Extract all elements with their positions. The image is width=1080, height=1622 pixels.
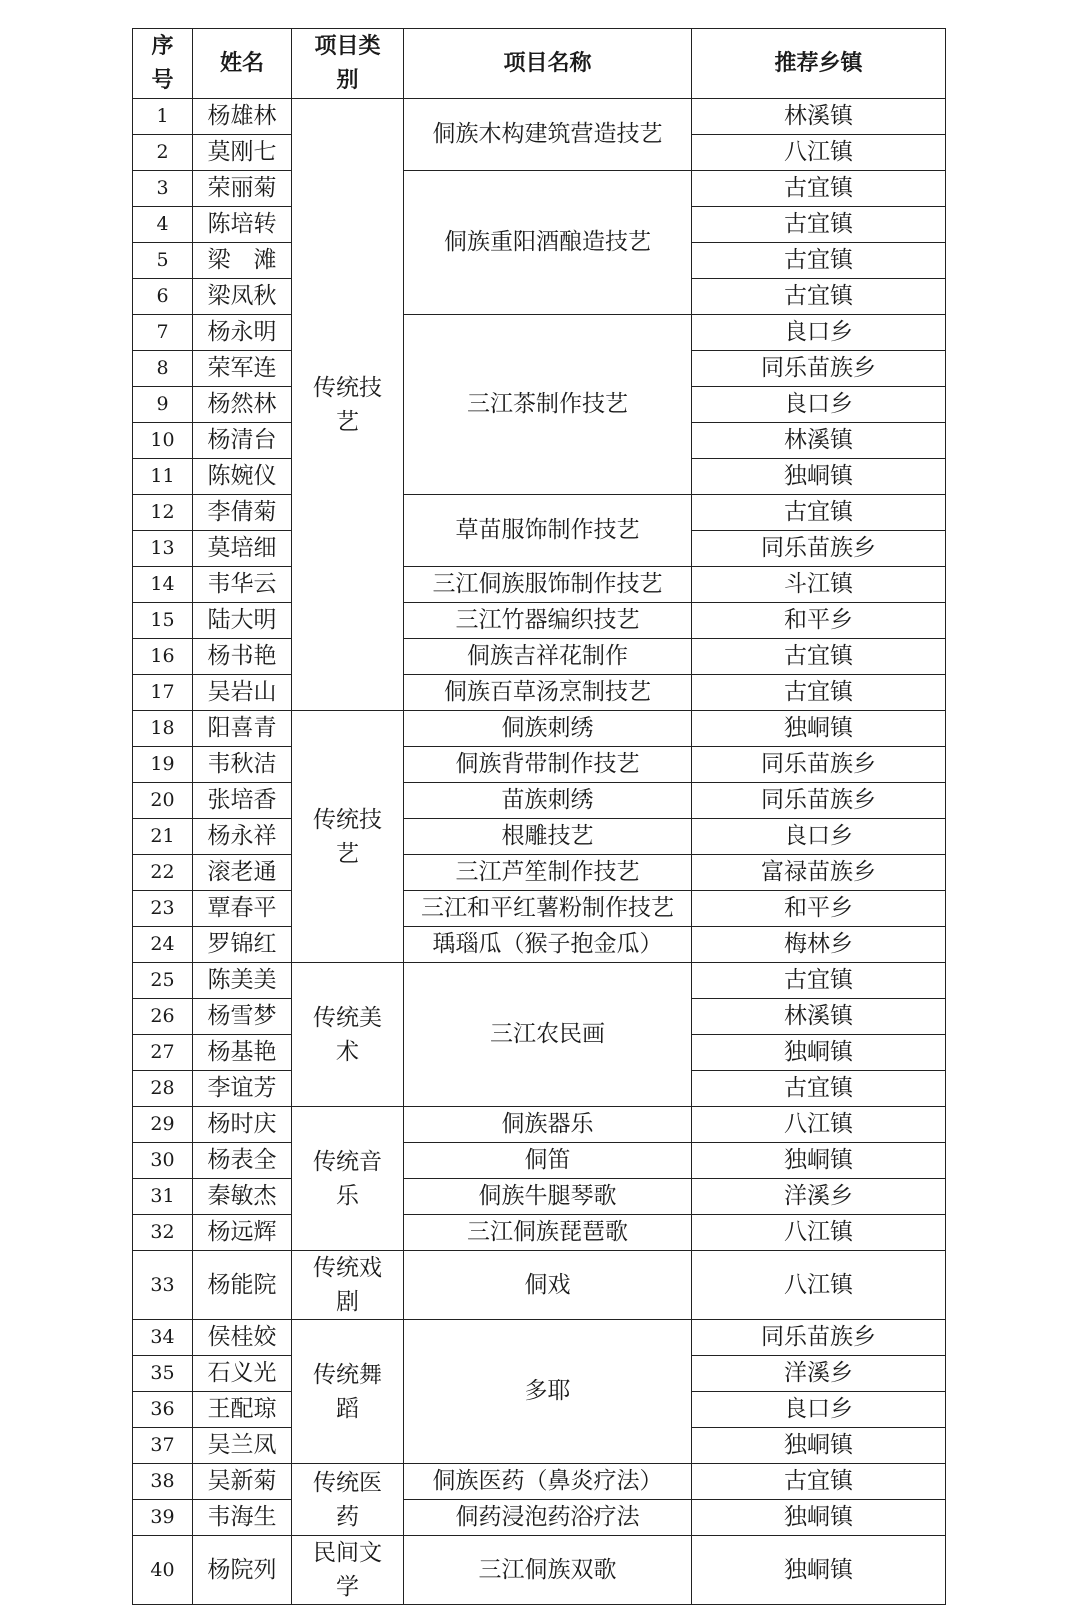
table-row (133, 783, 946, 819)
row-index: 26 (133, 999, 193, 1035)
header-category: 项目类 别 (292, 29, 404, 99)
row-name: 杨永祥 (193, 819, 292, 855)
row-town: 良口乡 (692, 315, 946, 351)
row-index: 40 (133, 1536, 193, 1605)
project-cell: 三江侗族双歌 (404, 1536, 692, 1605)
row-town: 古宜镇 (692, 243, 946, 279)
table-row (133, 1464, 946, 1500)
project-cell: 侗族吉祥花制作 (404, 639, 692, 675)
project-cell: 三江和平红薯粉制作技艺 (404, 891, 692, 927)
row-index: 30 (133, 1143, 193, 1179)
row-name: 王配琼 (193, 1392, 292, 1428)
row-town: 古宜镇 (692, 207, 946, 243)
table-row (133, 603, 946, 639)
table-row (133, 1143, 946, 1179)
row-town: 古宜镇 (692, 279, 946, 315)
row-town: 独峒镇 (692, 1035, 946, 1071)
row-name: 梁 滩 (193, 243, 292, 279)
row-town: 富禄苗族乡 (692, 855, 946, 891)
row-index: 31 (133, 1179, 193, 1215)
row-town: 梅林乡 (692, 927, 946, 963)
row-town: 和平乡 (692, 603, 946, 639)
row-index: 14 (133, 567, 193, 603)
row-town: 古宜镇 (692, 1464, 946, 1500)
row-index: 11 (133, 459, 193, 495)
project-cell: 三江农民画 (404, 963, 692, 1107)
row-town: 独峒镇 (692, 1143, 946, 1179)
row-name: 杨雪梦 (193, 999, 292, 1035)
inheritor-table (132, 28, 946, 1605)
row-index: 28 (133, 1071, 193, 1107)
row-index: 24 (133, 927, 193, 963)
header-project: 项目名称 (404, 29, 692, 99)
row-index: 29 (133, 1107, 193, 1143)
row-index: 36 (133, 1392, 193, 1428)
category-cell: 民间文 学 (292, 1536, 404, 1605)
row-town: 古宜镇 (692, 171, 946, 207)
row-name: 杨清台 (193, 423, 292, 459)
row-index: 5 (133, 243, 193, 279)
row-town: 良口乡 (692, 1392, 946, 1428)
table-row (133, 747, 946, 783)
row-name: 韦华云 (193, 567, 292, 603)
table-row (133, 927, 946, 963)
table-row (133, 639, 946, 675)
project-cell: 侗族木构建筑营造技艺 (404, 99, 692, 171)
row-index: 19 (133, 747, 193, 783)
header-town: 推荐乡镇 (692, 29, 946, 99)
row-town: 独峒镇 (692, 1428, 946, 1464)
row-index: 34 (133, 1320, 193, 1356)
project-cell: 侗族背带制作技艺 (404, 747, 692, 783)
row-town: 八江镇 (692, 1107, 946, 1143)
row-name: 陈婉仪 (193, 459, 292, 495)
project-cell: 草苗服饰制作技艺 (404, 495, 692, 567)
row-name: 杨时庆 (193, 1107, 292, 1143)
row-town: 八江镇 (692, 1215, 946, 1251)
row-index: 35 (133, 1356, 193, 1392)
header-index: 序 号 (133, 29, 193, 99)
table-row (133, 855, 946, 891)
project-cell: 侗戏 (404, 1251, 692, 1320)
row-index: 12 (133, 495, 193, 531)
table-row (133, 171, 946, 207)
row-name: 杨基艳 (193, 1035, 292, 1071)
table-header-row (133, 29, 946, 99)
table-row (133, 711, 946, 747)
row-index: 20 (133, 783, 193, 819)
row-index: 6 (133, 279, 193, 315)
row-town: 古宜镇 (692, 1071, 946, 1107)
category-cell: 传统技 艺 (292, 711, 404, 963)
category-cell: 传统舞 蹈 (292, 1320, 404, 1464)
row-index: 15 (133, 603, 193, 639)
category-cell: 传统技 艺 (292, 99, 404, 711)
row-index: 25 (133, 963, 193, 999)
row-index: 23 (133, 891, 193, 927)
row-index: 18 (133, 711, 193, 747)
row-name: 杨书艳 (193, 639, 292, 675)
category-cell: 传统医 药 (292, 1464, 404, 1536)
row-town: 独峒镇 (692, 459, 946, 495)
row-town: 古宜镇 (692, 495, 946, 531)
row-index: 3 (133, 171, 193, 207)
project-cell: 侗族重阳酒酿造技艺 (404, 171, 692, 315)
row-name: 侯桂姣 (193, 1320, 292, 1356)
row-name: 陈美美 (193, 963, 292, 999)
row-index: 10 (133, 423, 193, 459)
row-index: 1 (133, 99, 193, 135)
row-name: 吴兰凤 (193, 1428, 292, 1464)
row-name: 韦秋洁 (193, 747, 292, 783)
project-cell: 侗族医药（鼻炎疗法） (404, 1464, 692, 1500)
project-cell: 三江竹器编织技艺 (404, 603, 692, 639)
row-name: 杨表全 (193, 1143, 292, 1179)
table-row (133, 495, 946, 531)
category-cell: 传统美 术 (292, 963, 404, 1107)
table-row (133, 819, 946, 855)
row-name: 荣军连 (193, 351, 292, 387)
row-index: 27 (133, 1035, 193, 1071)
row-index: 9 (133, 387, 193, 423)
row-name: 吴新菊 (193, 1464, 292, 1500)
table-row (133, 99, 946, 135)
project-cell: 侗笛 (404, 1143, 692, 1179)
row-town: 和平乡 (692, 891, 946, 927)
table-row (133, 315, 946, 351)
category-cell: 传统音 乐 (292, 1107, 404, 1251)
project-cell: 多耶 (404, 1320, 692, 1464)
project-cell: 三江茶制作技艺 (404, 315, 692, 495)
row-name: 石义光 (193, 1356, 292, 1392)
row-town: 林溪镇 (692, 423, 946, 459)
row-town: 独峒镇 (692, 1500, 946, 1536)
row-index: 22 (133, 855, 193, 891)
project-cell: 三江侗族琵琶歌 (404, 1215, 692, 1251)
row-index: 2 (133, 135, 193, 171)
project-cell: 苗族刺绣 (404, 783, 692, 819)
row-name: 覃春平 (193, 891, 292, 927)
row-town: 八江镇 (692, 135, 946, 171)
row-index: 8 (133, 351, 193, 387)
row-name: 秦敏杰 (193, 1179, 292, 1215)
row-town: 古宜镇 (692, 675, 946, 711)
table-row (133, 675, 946, 711)
row-name: 李谊芳 (193, 1071, 292, 1107)
row-index: 4 (133, 207, 193, 243)
row-index: 21 (133, 819, 193, 855)
row-name: 罗锦红 (193, 927, 292, 963)
row-index: 13 (133, 531, 193, 567)
row-town: 八江镇 (692, 1251, 946, 1320)
row-town: 洋溪乡 (692, 1356, 946, 1392)
row-index: 7 (133, 315, 193, 351)
row-name: 李倩菊 (193, 495, 292, 531)
table-row (133, 1320, 946, 1356)
row-name: 滚老通 (193, 855, 292, 891)
project-cell: 三江芦笙制作技艺 (404, 855, 692, 891)
row-town: 同乐苗族乡 (692, 747, 946, 783)
row-name: 杨院列 (193, 1536, 292, 1605)
row-index: 32 (133, 1215, 193, 1251)
table-row (133, 1179, 946, 1215)
row-town: 同乐苗族乡 (692, 1320, 946, 1356)
row-name: 杨然林 (193, 387, 292, 423)
project-cell: 侗族刺绣 (404, 711, 692, 747)
row-name: 荣丽菊 (193, 171, 292, 207)
row-name: 张培香 (193, 783, 292, 819)
row-name: 阳喜青 (193, 711, 292, 747)
project-cell: 瑀瑙瓜（猴子抱金瓜） (404, 927, 692, 963)
table-row (133, 1215, 946, 1251)
row-town: 良口乡 (692, 819, 946, 855)
row-index: 38 (133, 1464, 193, 1500)
project-cell: 侗族器乐 (404, 1107, 692, 1143)
row-town: 洋溪乡 (692, 1179, 946, 1215)
row-town: 独峒镇 (692, 711, 946, 747)
table-row (133, 1107, 946, 1143)
row-name: 杨远辉 (193, 1215, 292, 1251)
table-row (133, 567, 946, 603)
row-name: 韦海生 (193, 1500, 292, 1536)
row-name: 莫培细 (193, 531, 292, 567)
project-cell: 侗族牛腿琴歌 (404, 1179, 692, 1215)
row-town: 良口乡 (692, 387, 946, 423)
row-town: 同乐苗族乡 (692, 783, 946, 819)
row-name: 吴岩山 (193, 675, 292, 711)
table-row (133, 1251, 946, 1320)
row-town: 同乐苗族乡 (692, 531, 946, 567)
row-name: 梁凤秋 (193, 279, 292, 315)
row-index: 33 (133, 1251, 193, 1320)
table-row (133, 1536, 946, 1605)
row-index: 16 (133, 639, 193, 675)
row-name: 陈培转 (193, 207, 292, 243)
table-row (133, 891, 946, 927)
row-name: 莫刚七 (193, 135, 292, 171)
row-town: 独峒镇 (692, 1536, 946, 1605)
row-town: 林溪镇 (692, 99, 946, 135)
row-name: 杨永明 (193, 315, 292, 351)
row-name: 杨雄林 (193, 99, 292, 135)
project-cell: 根雕技艺 (404, 819, 692, 855)
project-cell: 侗药浸泡药浴疗法 (404, 1500, 692, 1536)
header-name: 姓名 (193, 29, 292, 99)
table-row (133, 963, 946, 999)
row-town: 斗江镇 (692, 567, 946, 603)
row-index: 17 (133, 675, 193, 711)
row-index: 37 (133, 1428, 193, 1464)
row-town: 同乐苗族乡 (692, 351, 946, 387)
row-town: 古宜镇 (692, 639, 946, 675)
project-cell: 三江侗族服饰制作技艺 (404, 567, 692, 603)
row-name: 杨能院 (193, 1251, 292, 1320)
category-cell: 传统戏 剧 (292, 1251, 404, 1320)
row-name: 陆大明 (193, 603, 292, 639)
row-index: 39 (133, 1500, 193, 1536)
row-town: 林溪镇 (692, 999, 946, 1035)
table-row (133, 1500, 946, 1536)
project-cell: 侗族百草汤烹制技艺 (404, 675, 692, 711)
row-town: 古宜镇 (692, 963, 946, 999)
